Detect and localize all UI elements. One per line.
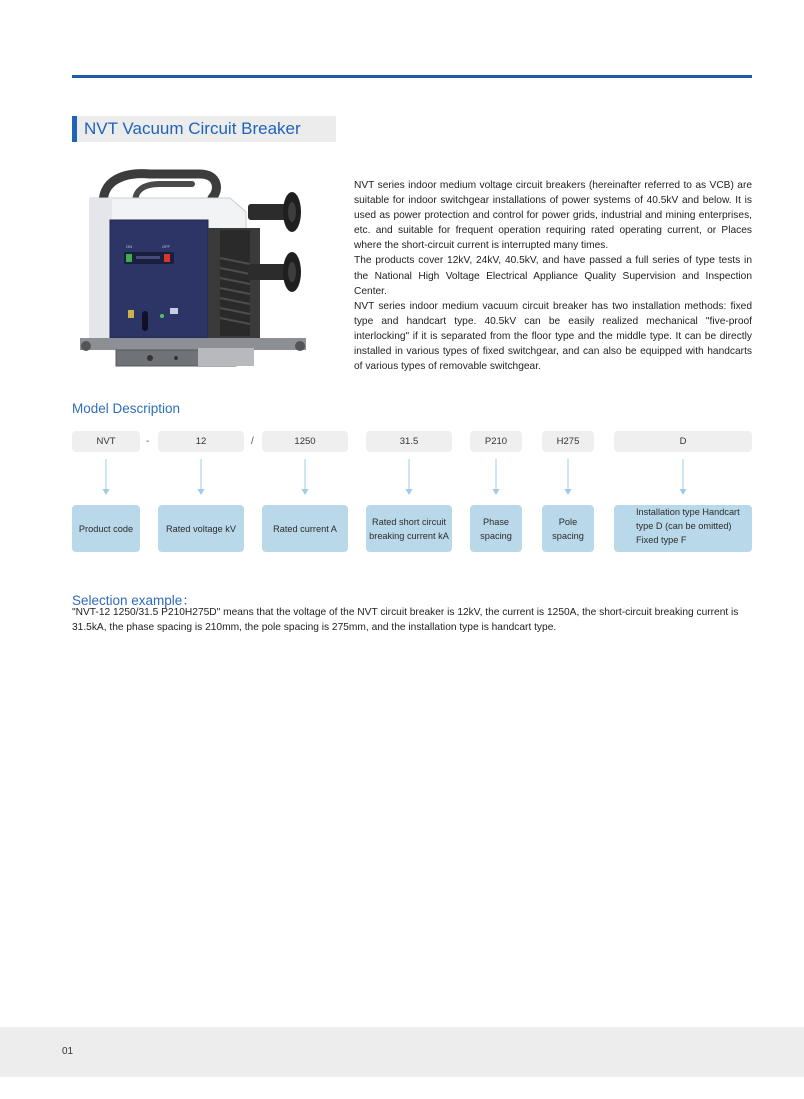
model-code-box: P210 xyxy=(470,431,522,452)
title-banner xyxy=(72,116,336,142)
model-description-heading: Model Description xyxy=(72,401,181,416)
intro-paragraph: NVT series indoor medium voltage circuit breakers (hereinafter referred to as VCB) are suitable for indoor switchgear installations of power systems of 40.5kV and below. It is used as power protection and control for power grids, industrial and mining enterprises, etc. and suitable for frequent operation requiring rated operating current, or Places where the short-circuit current is interrupted many times. xyxy=(354,180,752,252)
model-description-box xyxy=(614,505,752,552)
model-code-box: H275 xyxy=(542,431,594,452)
intro-text xyxy=(354,178,752,374)
model-code-box: 12 xyxy=(158,431,244,452)
model-description-box xyxy=(366,505,452,552)
description-line: Phase xyxy=(482,516,510,527)
down-arrow-icon xyxy=(679,459,687,496)
svg-text:OFF: OFF xyxy=(162,244,170,249)
page-number: 01 xyxy=(62,1046,74,1057)
model-code-box: D xyxy=(614,431,752,452)
model-description-box xyxy=(158,505,244,552)
description-line: spacing xyxy=(552,530,584,541)
model-description-box xyxy=(542,505,594,552)
down-arrow-icon xyxy=(405,459,413,496)
description-line: Product code xyxy=(78,523,134,534)
page-footer xyxy=(0,1027,804,1077)
description-line: Installation type Handcart xyxy=(636,507,740,517)
down-arrow-icon xyxy=(197,459,205,496)
down-arrow-icon xyxy=(564,459,572,496)
selection-example-text: "NVT-12 1250/31.5 P210H275D" means that the voltage of the NVT circuit breaker is 12kV, the current is 1250A, the short-circuit breaking current is 31.5kA, the phase spacing is 210mm, the pole spacing is 275mm, and the installation type is handcart type. xyxy=(72,607,739,634)
model-code-box: NVT xyxy=(72,431,140,452)
description-line: type D (can be omitted) xyxy=(636,521,732,531)
description-line: Rated short circuit xyxy=(371,516,447,527)
model-code-box: 1250 xyxy=(262,431,348,452)
down-arrow-icon xyxy=(102,459,110,496)
selection-example-heading: Selection example： xyxy=(72,593,196,608)
description-line: Fixed type F xyxy=(636,535,687,545)
circuit-breaker-image xyxy=(80,168,310,383)
intro-paragraph: NVT series indoor medium vacuum circuit breaker has two installation methods: fixed type and handcart type. 40.5kV can be easily realized mechanical "five-proof interlocking" if it is separated from the floor type and the middle type. It can be directly installed in various types of fixed switchgear, and can also be equipped with handcarts of various types of removable switchgear. xyxy=(354,300,752,373)
svg-text:ON: ON xyxy=(126,244,132,249)
description-line: breaking current kA xyxy=(369,530,449,541)
intro-paragraph: The products cover 12kV, 24kV, 40.5kV, and have passed a full series of type tests in the National High Voltage Electrical Appliance Quality Supervision and Inspection Center. xyxy=(354,255,752,297)
title-accent-bar xyxy=(72,116,77,142)
description-line: Pole xyxy=(558,516,578,527)
model-description-box xyxy=(470,505,522,552)
model-description-box xyxy=(72,505,140,552)
model-code-box: 31.5 xyxy=(366,431,452,452)
down-arrow-icon xyxy=(492,459,500,496)
header-rule xyxy=(72,75,752,78)
description-line: Rated current A xyxy=(273,523,337,534)
model-separator: - xyxy=(146,436,150,447)
page-title: NVT Vacuum Circuit Breaker xyxy=(84,119,301,138)
model-description-box xyxy=(262,505,348,552)
description-line: Rated voltage kV xyxy=(166,523,236,534)
description-line: spacing xyxy=(480,530,512,541)
model-separator: / xyxy=(251,436,254,447)
down-arrow-icon xyxy=(301,459,309,496)
